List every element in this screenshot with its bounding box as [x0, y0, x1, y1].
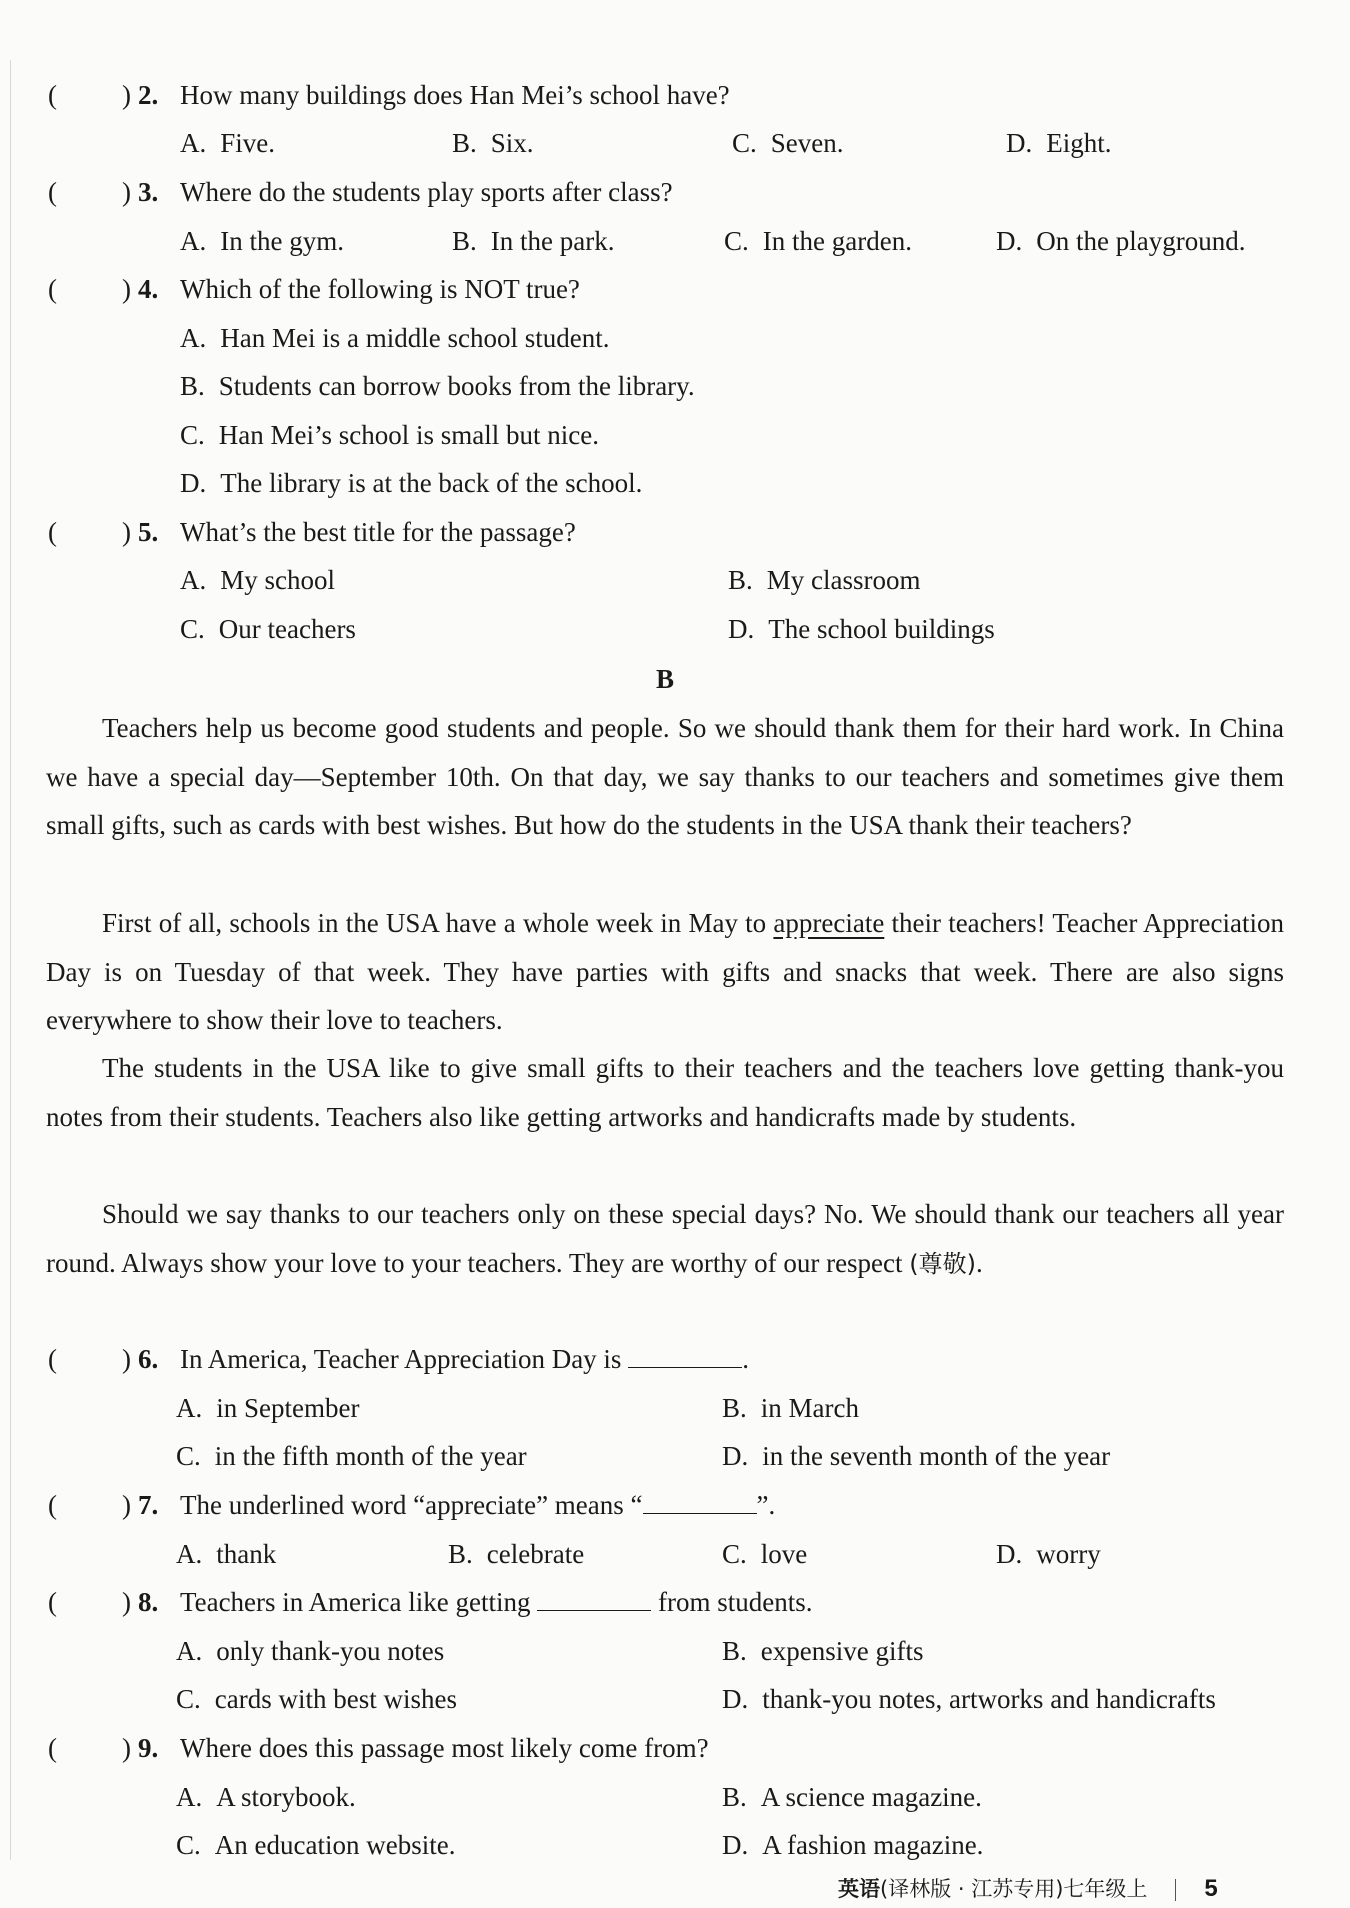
- section-heading: B: [655, 664, 674, 694]
- answer-blank: [537, 1588, 651, 1611]
- answer-paren-close: ): [122, 517, 131, 547]
- question-number: 8.: [138, 1587, 159, 1617]
- question-text: Which of the following is NOT true?: [180, 274, 580, 304]
- answer-paren-close: ): [122, 274, 131, 304]
- answer-paren-open: (: [48, 1344, 57, 1374]
- option-a: A. Five.: [180, 128, 276, 158]
- question-number: 6.: [138, 1344, 159, 1374]
- passage-paragraph-2: First of all, schools in the USA have a whole week in May to appreciate their teachers! Teacher Appreciation Day is on Tuesday of that week. They have parties with gifts and snacks that week. There are also signs everywhere to show their love to teachers.: [46, 908, 1285, 1035]
- page-footer: [838, 1873, 1218, 1903]
- option-d: D. worry: [996, 1539, 1101, 1569]
- option-a: A. in September: [176, 1393, 360, 1423]
- option-b: B. celebrate: [448, 1539, 585, 1569]
- option-b: B. A science magazine.: [722, 1782, 982, 1812]
- question-text: Where does this passage most likely come from?: [180, 1733, 709, 1763]
- answer-paren-close: ): [122, 1344, 131, 1374]
- passage-paragraph-1: Teachers help us become good students and people. So we should thank them for their hard work. In China we have a special day—September 10th. On that day, we say thanks to our teachers and sometimes give them small gifts, such as cards with best wishes. But how do the students in the USA thank their teachers?: [46, 713, 1284, 840]
- answer-paren-open: (: [48, 1490, 57, 1520]
- answer-blank: [628, 1345, 742, 1368]
- option-a: A. In the gym.: [180, 226, 344, 256]
- question-text: What’s the best title for the passage?: [180, 517, 576, 547]
- question-text: In America, Teacher Appreciation Day is .: [180, 1344, 749, 1374]
- footer-edition: (译林版 · 江苏专用)七年级上: [880, 1877, 1148, 1901]
- page-number: 5: [1204, 1875, 1218, 1902]
- answer-paren-close: ): [122, 177, 131, 207]
- answer-paren-close: ): [122, 1490, 131, 1520]
- option-b: B. expensive gifts: [722, 1636, 924, 1666]
- question-number: 9.: [138, 1733, 159, 1763]
- option-a: A. A storybook.: [176, 1782, 356, 1812]
- answer-paren-close: ): [122, 80, 131, 110]
- question-number: 4.: [138, 274, 159, 304]
- option-d: D. On the playground.: [996, 226, 1246, 256]
- option-b: B. In the park.: [452, 226, 615, 256]
- underlined-word: appreciate: [773, 908, 885, 938]
- option-b: B. Six.: [452, 128, 534, 158]
- footer-divider: [1175, 1879, 1176, 1901]
- option-c: C. cards with best wishes: [176, 1684, 457, 1714]
- question-number: 2.: [138, 80, 159, 110]
- question-text: The underlined word “appreciate” means “ ”.: [180, 1490, 776, 1520]
- option-d: D. The library is at the back of the school.: [180, 468, 643, 498]
- footer-subject: 英语: [838, 1877, 880, 1901]
- option-d: D. in the seventh month of the year: [722, 1441, 1111, 1471]
- option-c: C. love: [722, 1539, 808, 1569]
- option-d: D. A fashion magazine.: [722, 1830, 984, 1860]
- question-number: 5.: [138, 517, 159, 547]
- option-c: C. In the garden.: [724, 226, 912, 256]
- question-number: 3.: [138, 177, 159, 207]
- answer-paren-open: (: [48, 1733, 57, 1763]
- answer-blank: [643, 1491, 757, 1514]
- option-d: D. The school buildings: [728, 614, 995, 644]
- option-c: C. Our teachers: [180, 614, 356, 644]
- answer-paren-open: (: [48, 517, 57, 547]
- question-text: Teachers in America like getting from students.: [180, 1587, 813, 1617]
- option-c: C. An education website.: [176, 1830, 456, 1860]
- answer-paren-close: ): [122, 1587, 131, 1617]
- option-c: C. Han Mei’s school is small but nice.: [180, 420, 599, 450]
- option-a: A. My school: [180, 565, 335, 595]
- option-b: B. Students can borrow books from the library.: [180, 371, 695, 401]
- option-a: A. Han Mei is a middle school student.: [180, 323, 610, 353]
- answer-paren-close: ): [122, 1733, 131, 1763]
- question-number: 7.: [138, 1490, 159, 1520]
- question-text: How many buildings does Han Mei’s school have?: [180, 80, 730, 110]
- option-b: B. in March: [722, 1393, 859, 1423]
- answer-paren-open: (: [48, 177, 57, 207]
- option-c: C. in the fifth month of the year: [176, 1441, 527, 1471]
- option-d: D. Eight.: [1006, 128, 1112, 158]
- passage-paragraph-4: Should we say thanks to our teachers only on these special days? No. We should thank our teachers all year round. Always show your love to your teachers. They are worthy of our respect (尊敬).: [46, 1199, 1284, 1278]
- answer-paren-open: (: [48, 1587, 57, 1617]
- option-b: B. My classroom: [728, 565, 921, 595]
- option-c: C. Seven.: [732, 128, 844, 158]
- passage-paragraph-3: The students in the USA like to give small gifts to their teachers and the teachers love getting thank-you notes from their students. Teachers also like getting artworks and handicrafts made by students.: [46, 1053, 1284, 1132]
- answer-paren-open: (: [48, 80, 57, 110]
- margin-rule: [10, 60, 11, 1860]
- option-a: A. only thank-you notes: [176, 1636, 445, 1666]
- option-a: A. thank: [176, 1539, 277, 1569]
- option-d: D. thank-you notes, artworks and handicrafts: [722, 1684, 1216, 1714]
- answer-paren-open: (: [48, 274, 57, 304]
- question-text: Where do the students play sports after class?: [180, 177, 673, 207]
